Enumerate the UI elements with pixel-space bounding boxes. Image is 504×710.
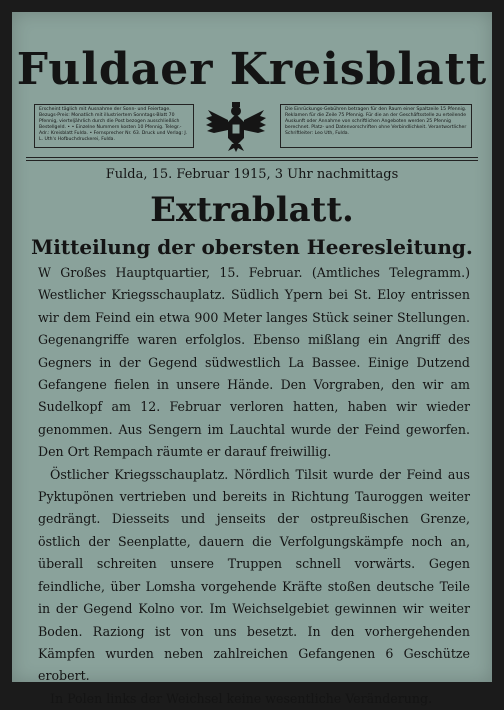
paragraph-poland: In Polen links der Weichsel keine wesentliche Veränderung. bbox=[50, 690, 433, 706]
subheadline: Mitteilung der obersten Heeresleitung. bbox=[31, 235, 473, 259]
header-rule-double bbox=[26, 160, 478, 161]
imprint-box-right: Die Einrückungs-Gebühren betragen für den Raum einer Spaltzeile 15 Pfennig. Reklamen für die Zeile 75 Pfennig. Für die an der Geschäftsstelle zu erteilende Auskunft oder Annahme von schriftlichen Angeboten werden 25 Pfennig berechnet. Platz- und Datenvorschriften ohne Verbindlichkeit. Verantwortlicher Schriftleiter: Leo Uth, Fulda. bbox=[280, 104, 472, 148]
dateline: Fulda, 15. Februar 1915, 3 Uhr nachmittags bbox=[105, 167, 399, 182]
article-body bbox=[38, 262, 470, 710]
paragraph-western-front: W Großes Hauptquartier, 15. Februar. (Amtliches Telegramm.) Westlicher Kriegsschauplatz. Südlich Ypern bei St. Eloy entrissen wir dem Feind ein etwa 900 Meter langes Stück seiner Stellungen. Gegenangriffe waren erfolglos. Ebenso mißlang ein Angriff des Gegners in der Gegend südwestlich La Bassee. Einige Dutzend Gefangene fielen in unsere Hände. Den Vorgraben, den wir am Sudelkopf am 12. Februar verloren hatten, haben wir wieder genommen. Aus Sengern im Lauchtal wurde der Feind geworfen. Den Ort Rempach räumte er darauf freiwillig. bbox=[38, 265, 470, 460]
newspaper-page bbox=[12, 12, 492, 706]
headline: Extrablatt. bbox=[150, 190, 354, 230]
masthead-title: Fuldaer Kreisblatt bbox=[16, 44, 488, 95]
imprint-box-left: Erscheint täglich mit Ausnahme der Sonn- und Feiertage. Bezugs-Preis: Monatlich mit illustriertem Sonntags-Blatt 70 Pfennig, vierteljährlich durch die Post bezogen ausschließlich Bestellgeld. • • Einzelne Nummern kosten 10 Pfennig. Telegr.-Adr.: Kreisblatt Fulda. • Fernsprecher Nr. 63. Druck und Verlag: J. L. Uth's Hofbuchdruckerei, Fulda. bbox=[34, 104, 194, 148]
paragraph-eastern-front: Östlicher Kriegsschauplatz. Nördlich Tilsit wurde der Feind aus Pyktupönen vertrieben und bereits in Richtung Tauroggen weiter gedrängt. Diesseits und jenseits der ostpreußischen Grenze, östlich der Seenplatte, dauern die Verfolgungskämpfe noch an, überall schreiten unsere Truppen schnell vorwärts. Gegen feindliche, über Lomsha vorgehende Kräfte stoßen deutsche Teile in der Gegend Kolno vor. Im Weichselgebiet gewinnen wir weiter Boden. Raziong ist von uns besetzt. In den vorhergehenden Kämpfen wurden neben zahlreichen Gefangenen 6 Geschütze erobert. bbox=[38, 466, 470, 684]
imperial-eagle-icon bbox=[204, 100, 268, 152]
header-rule bbox=[26, 157, 478, 158]
